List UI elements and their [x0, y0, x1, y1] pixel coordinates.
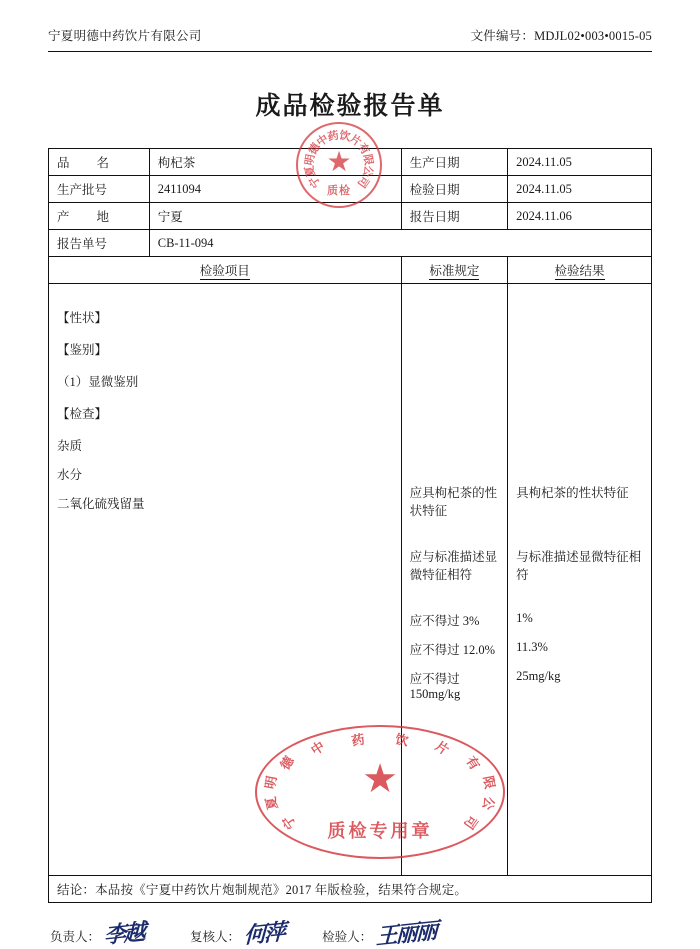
signature-manager [50, 918, 145, 949]
standard-5: 应不得过 12.0% [409, 643, 495, 657]
company-seal-big-bottom: 质检专用章 [327, 821, 433, 841]
value-report-date: 2024.11.06 [508, 203, 652, 230]
label-batch: 生产批号 [49, 176, 150, 203]
column-header-result-label: 检验结果 [554, 264, 605, 278]
label-report-no: 报告单号 [49, 230, 150, 257]
standard-3 [410, 579, 499, 611]
standard-0: 应具枸杞茶的性状特征 [409, 486, 498, 518]
cell-results [508, 284, 652, 876]
signature-inspector-ink: 王丽丽 [375, 917, 437, 949]
company-seal-big-arc: 宁 夏 明 德 中 药 饮 片 有 限 公 司 [262, 731, 498, 833]
standard-6: 应不得过 150mg/kg [409, 672, 461, 701]
column-header-row [49, 257, 652, 284]
standard-1 [410, 515, 499, 547]
value-report-no: CB-11-094 [149, 230, 651, 257]
signature-area [48, 917, 652, 949]
signature-reviewer [190, 918, 285, 949]
standard-2: 应与标准描述显微特征相符 [409, 550, 498, 582]
company-seal-small-arc: 宁 夏 明 德 中 药 饮 片 有 限 公 司 [303, 129, 375, 190]
blank-area-items [57, 523, 393, 873]
result-0: 具枸杞茶的性状特征 [516, 486, 629, 500]
signature-reviewer-ink: 何萍 [243, 918, 285, 949]
conclusion-row [49, 876, 652, 903]
cell-items [49, 284, 402, 876]
signature-inspector [322, 917, 437, 949]
item-4: 杂质 [57, 439, 83, 453]
item-0: 【性状】 [57, 311, 108, 325]
column-header-standard [401, 257, 507, 284]
signature-reviewer-label: 复核人： [190, 930, 241, 944]
result-6: 25mg/kg [516, 669, 561, 683]
column-header-result [508, 257, 652, 284]
column-header-item [49, 257, 402, 284]
item-1: 【鉴别】 [57, 343, 108, 357]
cell-standards [401, 284, 507, 876]
table-row [49, 203, 652, 230]
signature-manager-ink: 李越 [103, 918, 145, 949]
table-row [49, 176, 652, 203]
table-row [49, 149, 652, 176]
table-body-row [49, 284, 652, 876]
result-5: 11.3% [516, 640, 548, 654]
value-production-date: 2024.11.05 [508, 149, 652, 176]
conclusion-text: 结论：本品按《宁夏中药饮片炮制规范》2017 年版检验，结果符合规定。 [49, 876, 652, 903]
result-1 [516, 515, 643, 547]
result-2: 与标准描述显微特征相符 [516, 550, 642, 582]
company-name: 宁夏明德中药饮片有限公司 [48, 29, 202, 43]
document-number: 文件编号：MDJL02•003•0015-05 [470, 29, 652, 43]
item-3: 【检查】 [57, 407, 108, 421]
column-header-item-label: 检验项目 [199, 264, 250, 278]
company-seal-small-bottom: 质检 [327, 185, 351, 197]
item-5: 水分 [57, 468, 83, 482]
item-2: （1）显微鉴别 [57, 375, 139, 389]
report-table [48, 148, 652, 903]
page-title: 成品检验报告单 [255, 93, 445, 120]
label-inspect-date: 检验日期 [401, 176, 507, 203]
value-batch: 2411094 [149, 176, 401, 203]
label-report-date: 报告日期 [401, 203, 507, 230]
standard-4: 应不得过 3% [409, 614, 480, 628]
label-origin: 产 地 [49, 203, 150, 230]
item-6: 二氧化硫残留量 [57, 497, 145, 511]
document-header [48, 26, 652, 52]
table-row [49, 230, 652, 257]
result-4: 1% [516, 611, 533, 625]
column-header-standard-label: 标准规定 [429, 264, 480, 278]
value-product-name: 枸杞茶 [149, 149, 401, 176]
value-inspect-date: 2024.11.05 [508, 176, 652, 203]
label-production-date: 生产日期 [401, 149, 507, 176]
signature-manager-label: 负责人： [50, 930, 101, 944]
value-origin: 宁夏 [149, 203, 401, 230]
signature-inspector-label: 检验人： [322, 930, 373, 944]
star-icon: ★ [326, 147, 352, 179]
star-icon: ★ [362, 756, 398, 801]
result-3 [516, 579, 643, 611]
label-product-name: 品 名 [49, 149, 150, 176]
